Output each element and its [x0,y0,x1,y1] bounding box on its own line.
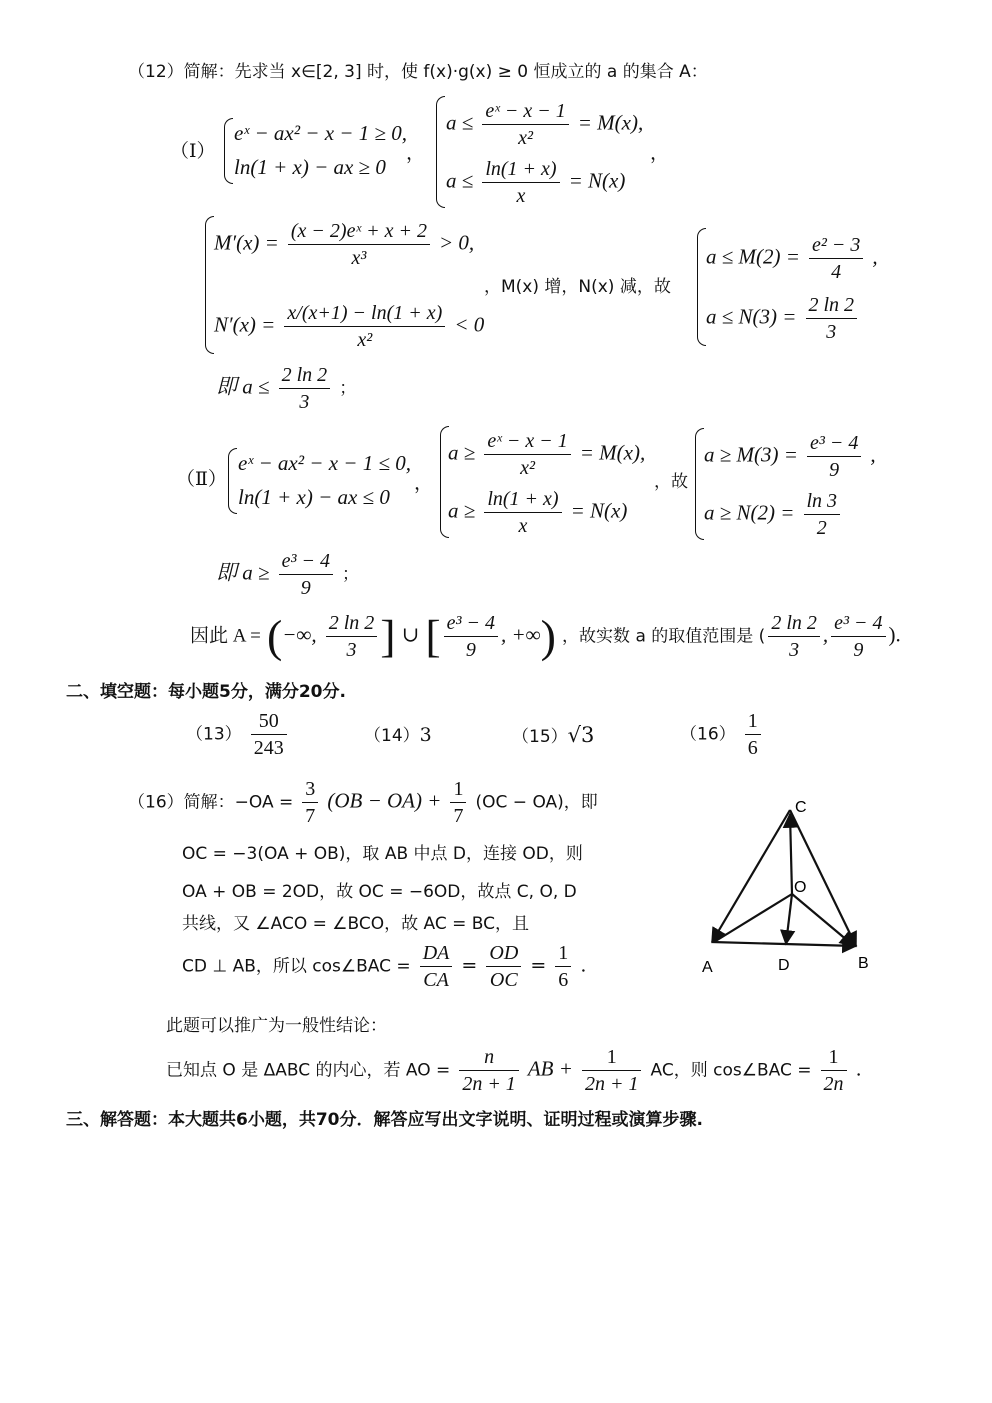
frac: $\frac{\ln(1 + x)}{x}$ [482,156,559,209]
label-d: D [778,957,790,974]
section3-heading: 三、解答题：本大题共6小题，共70分．解答应写出文字说明、证明过程或演算步骤. [66,1110,703,1130]
q16-line2: OC = −3(OA + OB)，取 AB 中点 D，连接 OD，则 [182,844,583,864]
q12-title: （12）简解：先求当 x∈[2, 3] 时，使 f(x)·g(x) ≥ 0 恒成立的 a 的集合 A： [128,62,708,82]
bound2-brace [695,428,704,540]
edge-ca [712,810,790,942]
frac: $\frac{2 \ln 2}{3}$ [279,362,331,415]
frac: $\frac{\text{e² − 3}}{4}$ [809,232,863,285]
frac: $\frac{\text{eˣ − x − 1}}{\text{x²}}$ [484,428,570,481]
frac: $\frac{\text{e³ − 4}}{9}$ [807,430,861,483]
answer-13: （13） $\frac{50}{243}$ [186,708,290,761]
frac: $\frac{2 \ln 2}{3}$ [806,292,858,345]
case2-ineq-2: ln(1 + x) − ax ≤ 0 [238,485,390,509]
result2: 即 a ≥ $\frac{\text{e³ − 4}}{9}$ ； [216,550,359,599]
case1-a-comma: ， [650,142,670,164]
q12-conclusion: 因此 A = (−∞, $\frac{2 \ln 2}{3}$ ] ∪ [ $\frac{\text{e³ − 4}}{9}$ , +∞) ，故实数 a 的取值范围是 ( $\frac{2 \ln 2}{3}$ , $\frac{\text{e³ − 4}}{9}$ ). [190,610,901,662]
answer-16: （16） $\frac{1}{6}$ [680,708,764,761]
frac: $\frac{1}{2n + 1}$ [582,1044,642,1097]
q16-line4: 共线，又 ∠ACO = ∠BCO，故 AC = BC，且 [182,914,530,934]
q16-line1: （16）简解：−OA = $\frac{3}{7}$ (OB − OA) + $\frac{1}{7}$ (OC − OA)，即 [128,778,598,827]
label-o: O [794,879,807,896]
section2-heading: 二、填空题：每小题5分，满分20分. [66,682,346,702]
frac: $\frac{50}{243}$ [251,708,287,761]
frac: $\frac{2 \ln 2}{3}$ [326,610,378,663]
result1: 即 a ≤ $\frac{2 \ln 2}{3}$ ； [216,364,357,413]
edge-cb [790,810,856,946]
case1-label: （Ⅰ） [170,140,216,162]
case2-comma: ， [414,472,434,494]
case1-ineq-1: eˣ − ax² − x − 1 ≥ 0, [234,121,407,145]
case1-a-brace [436,96,445,208]
case2-brace [228,448,237,514]
bound2-row1: a ≥ M(3) = $\frac{\text{e³ − 4}}{9}$ , [704,432,876,481]
triangle-figure [690,790,890,980]
frac: $\frac{x/(x+1) - \ln(1 + x)}{\text{x²}}$ [284,300,445,353]
case1-ineq-2: ln(1 + x) − ax ≥ 0 [234,155,386,179]
frac: $\frac{\text{e³ − 4}}{9}$ [831,610,885,663]
case2-label: （Ⅱ） [176,468,227,490]
frac: $\frac{\text{(x − 2)eˣ + x + 2}}{\text{x³}}$ [288,218,430,271]
monotonic-text: ，M(x) 增，N(x) 减，故 [484,277,671,297]
frac: $\frac{n}{2n + 1}$ [459,1044,519,1097]
label-a: A [702,959,713,976]
general-statement: 已知点 O 是 ΔABC 的内心，若 AO = $\frac{n}{2n + 1}$ AB + $\frac{1}{2n + 1}$ AC，则 cos∠BAC = $\frac{1}{2n}$ . [166,1046,862,1095]
bound1-row1: a ≤ M(2) = $\frac{\text{e² − 3}}{4}$ , [706,234,878,283]
case2-a-row1: a ≥ $\frac{\text{eˣ − x − 1}}{\text{x²}}$ = M(x), [448,430,646,479]
frac: $\frac{1}{6}$ [555,940,571,993]
frac: $\frac{3}{7}$ [302,776,318,829]
frac: $\frac{\text{e³ − 4}}{9}$ [279,548,333,601]
edge-ab [712,942,856,946]
label-b: B [858,955,869,972]
case1-comma: ， [406,142,426,164]
vec-ob [792,894,854,946]
case1-a-row2: a ≤ $\frac{\ln(1 + x)}{x}$ = N(x) [446,158,626,207]
case1-a-row1: a ≤ $\frac{\text{eˣ − x − 1}}{\text{x²}}$ = M(x), [446,100,644,149]
general-title: 此题可以推广为一般性结论： [166,1016,387,1036]
therefore2: ，故 [654,472,688,492]
vec-oc [790,814,792,894]
frac: $\frac{\text{e³ − 4}}{9}$ [444,610,498,663]
case2-a-row2: a ≥ $\frac{\ln(1 + x)}{x}$ = N(x) [448,488,628,537]
deriv-row1: M′(x) = $\frac{\text{(x − 2)eˣ + x + 2}}{\text{x³}}$ > 0, [214,220,475,269]
frac: $\frac{1}{2n}$ [821,1044,847,1097]
bound1-brace [697,228,706,346]
frac: $\frac{1}{6}$ [745,708,761,761]
answer-15: （15）√3 [512,723,595,747]
frac: $\frac{2 \ln 2}{3}$ [768,610,820,663]
frac: $\frac{DA}{CA}$ [420,940,453,993]
deriv-row2: N′(x) = $\frac{x/(x+1) - \ln(1 + x)}{\text{x²}}$ < 0 [214,302,485,351]
frac: $\frac{OD}{OC}$ [486,940,521,993]
label-c: C [795,799,807,816]
answer-14: （14）3 [364,724,432,746]
deriv-brace [205,216,214,354]
q16-line5: CD ⊥ AB，所以 cos∠BAC = $\frac{DA}{CA}$ = $\frac{OD}{OC}$ = $\frac{1}{6}$ . [182,942,587,991]
frac: $\frac{\ln(1 + x)}{x}$ [484,486,561,539]
q16-line3: OA + OB = 2OD，故 OC = −6OD，故点 C, O, D [182,882,577,902]
frac: $\frac{1}{7}$ [450,776,466,829]
bound2-row2: a ≥ N(2) = $\frac{\ln 3}{2}$ [704,488,843,541]
frac: $\frac{\text{eˣ − x − 1}}{\text{x²}}$ [482,98,568,151]
bound1-row2: a ≤ N(3) = $\frac{2 \ln 2}{3}$ [706,292,860,345]
frac: $\frac{\ln 3}{2}$ [804,488,841,541]
case1-brace [224,118,233,184]
case2-ineq-1: eˣ − ax² − x − 1 ≤ 0, [238,451,411,475]
vec-od [786,894,792,944]
